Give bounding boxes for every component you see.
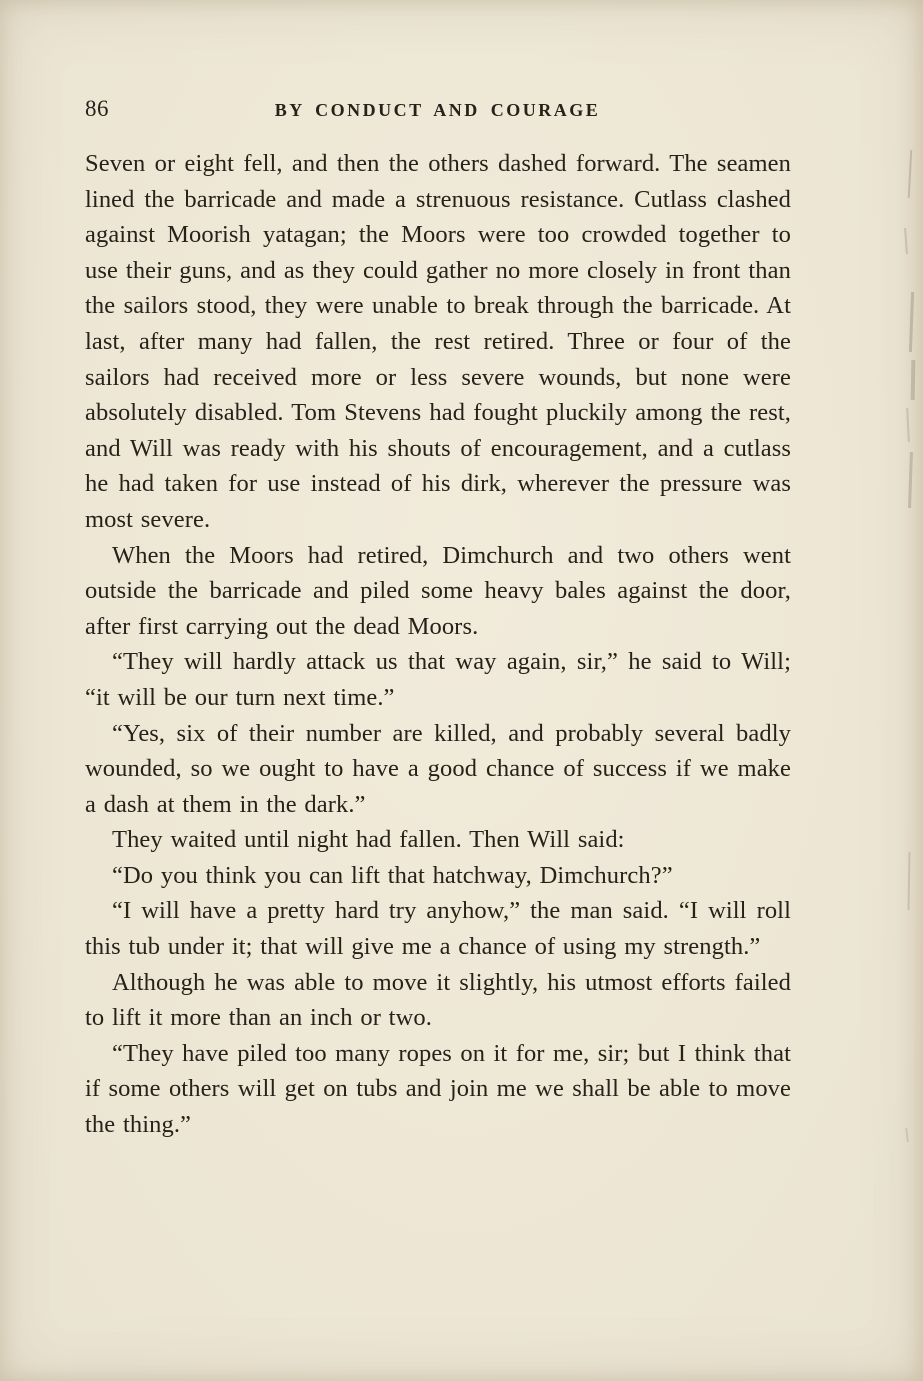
scan-artifact: [906, 408, 910, 442]
scan-artifact: [905, 1128, 908, 1142]
text-block: [85, 146, 791, 1143]
paragraph: “They will hardly attack us that way again, sir,” he said to Will; “it will be our turn next time.”: [85, 648, 791, 711]
paragraph: When the Moors had retired, Dimchurch and two others went outside the barricade and piled some heavy bales against the door, after first carrying out the dead Moors.: [85, 541, 791, 640]
paragraph: “I will have a pretty hard try anyhow,” the man said. “I will roll this tub under it; that will give me a chance of using my strength.”: [85, 897, 791, 961]
scan-artifact: [908, 150, 913, 198]
paragraph: Although he was able to move it slightly, his utmost efforts failed to lift it more than an inch or two.: [85, 968, 791, 1032]
scan-artifact: [907, 852, 910, 910]
paragraph: They waited until night had fallen. Then Will said:: [112, 826, 625, 854]
scan-artifact: [908, 452, 913, 508]
scan-artifact: [904, 228, 908, 254]
paragraph: “Do you think you can lift that hatchway, Dimchurch?”: [112, 861, 673, 889]
paragraph: Seven or eight fell, and then the others dashed forward. The seamen lined the barricade and made a strenuous resistance. Cutlass clashed against Moorish yatagan; the Moors were too crowded together to use their guns, and as they could gather no more closely in front than the sailors stood, they were unable to break through the barricade. At last, after many had fallen, the rest retired. Three or four of the sailors had received more or less severe wounds, but none were absolutely disabled. Tom Stevens had fought pluckily among the rest, and Will was ready with his shouts of encouragement, and a cutlass he had taken for use instead of his dirk, wherever the pressure was most severe.: [85, 150, 791, 533]
paragraph: “Yes, six of their number are killed, and probably several badly wounded, so we ought to have a good chance of success if we make a dash at them in the dark.”: [85, 719, 791, 818]
scan-artifact: [911, 360, 916, 400]
running-header-title: BY CONDUCT AND COURAGE: [274, 100, 601, 120]
running-header: [85, 96, 790, 124]
page-number: 86: [85, 96, 109, 121]
scan-artifact: [909, 292, 914, 352]
paragraph: “They have piled too many ropes on it for me, sir; but I think that if some others will get on tubs and join me we shall be able to move the thing.”: [85, 1039, 791, 1139]
